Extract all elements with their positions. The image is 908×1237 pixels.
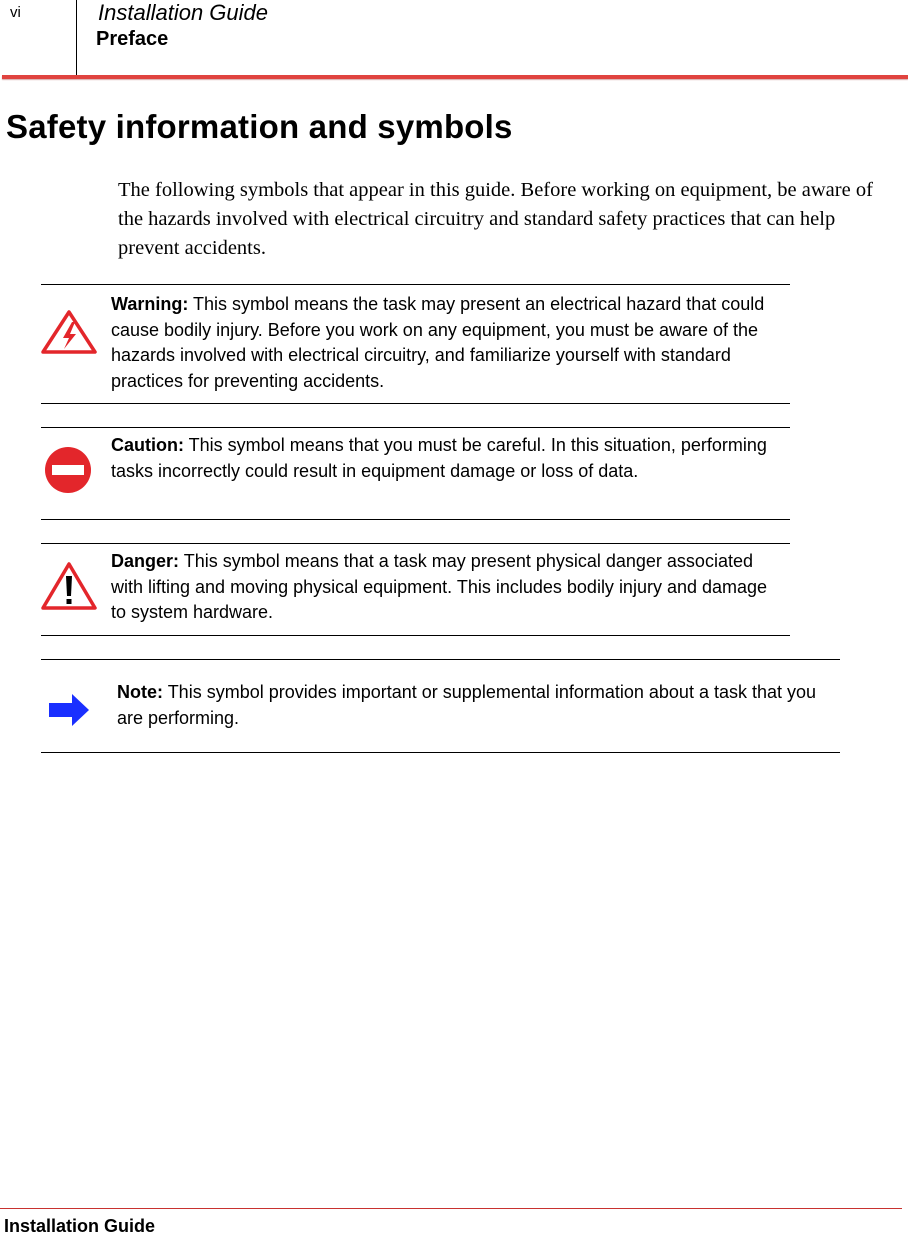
page-footer: Installation Guide <box>4 1216 156 1236</box>
electrical-hazard-icon <box>41 309 97 360</box>
danger-label: Danger: <box>111 551 180 571</box>
footer-rule <box>0 1208 902 1209</box>
intro-paragraph: The following symbols that appear in this guide. Before working on equipment, be aware of the hazards involved with electrical circuitry and standard safety practices that can help prevent accidents. <box>118 179 873 259</box>
page-title: Safety information and symbols <box>6 108 513 145</box>
warning-notice <box>41 284 790 404</box>
note-label: Note: <box>117 682 163 702</box>
warning-body: This symbol means the task may present an electrical hazard that could cause bodily injury. Before you work on any equipment, you must be aware of the hazards involved with electrical circuitry, and familiarize yourself with standard practices for preventing accidents. <box>111 294 765 391</box>
danger-body: This symbol means that a task may present physical danger associated with lifting and moving physical equipment. This includes bodily injury and damage to system hardware. <box>111 551 768 622</box>
note-text <box>117 680 817 731</box>
danger-text <box>111 549 786 626</box>
header-divider <box>76 0 77 76</box>
page-number: vi <box>10 4 21 21</box>
caution-body: This symbol means that you must be careful. In this situation, performing tasks incorrectly could result in equipment damage or loss of data. <box>111 435 767 481</box>
caution-notice <box>41 427 790 520</box>
warning-text <box>111 292 786 394</box>
caution-label: Caution: <box>111 435 184 455</box>
running-header-title: Installation Guide <box>98 0 268 25</box>
note-notice <box>41 659 840 753</box>
no-entry-icon <box>44 446 92 499</box>
exclamation-triangle-icon <box>41 561 97 616</box>
danger-notice <box>41 543 790 636</box>
right-arrow-icon <box>48 693 90 732</box>
running-header-section: Preface <box>96 28 169 50</box>
warning-label: Warning: <box>111 294 189 314</box>
note-body: This symbol provides important or supplemental information about a task that you are performing. <box>117 682 817 728</box>
caution-text <box>111 433 786 484</box>
header-rule <box>2 75 908 79</box>
